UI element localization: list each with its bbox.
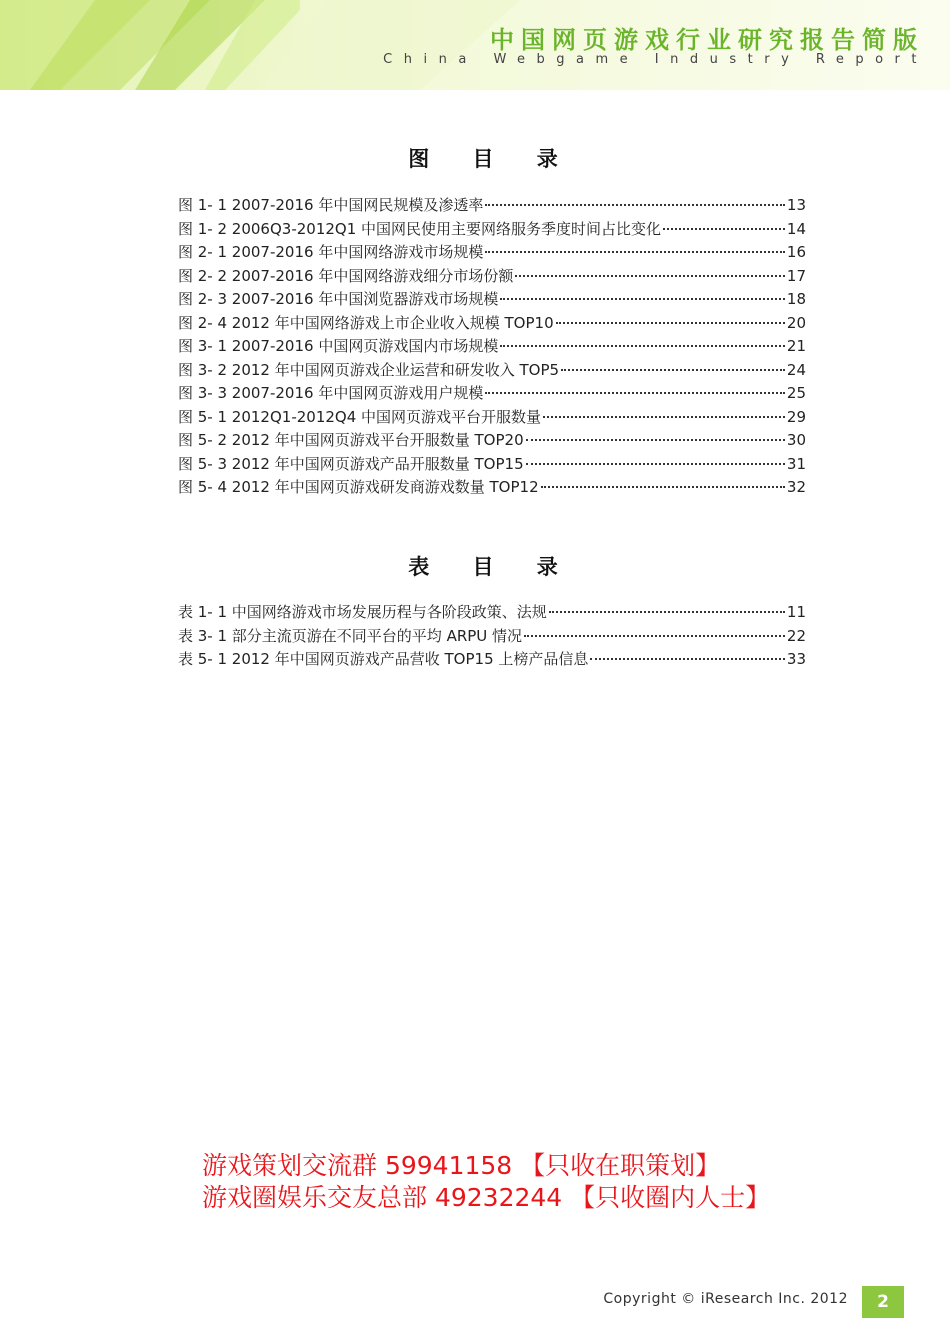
toc-leader-dots [556, 322, 785, 324]
toc-entry[interactable] [178, 194, 806, 218]
toc-entry-page: 32 [786, 478, 806, 496]
toc-entry-label: 图 5- 2 2012 年中国网页游戏平台开服数量 TOP20 [178, 431, 524, 449]
toc-entry-label: 图 2- 3 2007-2016 年中国浏览器游戏市场规模 [178, 290, 499, 308]
toc-entry[interactable] [178, 241, 806, 265]
toc-entry[interactable] [178, 382, 806, 406]
page-header [0, 0, 950, 90]
toc-entry-label: 图 3- 1 2007-2016 中国网页游戏国内市场规模 [178, 337, 499, 355]
toc-leader-dots [500, 298, 785, 300]
toc-entry-label: 图 5- 4 2012 年中国网页游戏研发商游戏数量 TOP12 [178, 478, 539, 496]
toc-entry-page: 14 [786, 219, 806, 238]
toc-entry[interactable] [178, 359, 806, 383]
toc-entry-page: 24 [786, 360, 806, 379]
toc-leader-dots [590, 658, 785, 660]
toc-entry-label: 图 2- 4 2012 年中国网络游戏上市企业收入规模 TOP10 [178, 313, 554, 332]
toc-entry-page: 22 [786, 626, 806, 645]
promo-line-1: 游戏策划交流群 59941158 【只收在职策划】 [202, 1151, 721, 1180]
toc-entry[interactable] [178, 476, 806, 500]
toc-entry[interactable] [178, 265, 806, 289]
toc-entry[interactable] [178, 429, 806, 453]
toc-leader-dots [524, 635, 785, 637]
toc-entry-label: 图 5- 1 2012Q1-2012Q4 中国网页游戏平台开服数量 [178, 407, 542, 426]
toc-entry-label: 图 2- 2 2007-2016 年中国网络游戏细分市场份额 [178, 266, 514, 285]
toc-entry-page: 33 [786, 650, 806, 668]
toc-entry-label: 图 3- 2 2012 年中国网页游戏企业运营和研发收入 TOP5 [178, 360, 560, 379]
toc-entry[interactable] [178, 453, 806, 477]
toc-entry[interactable] [178, 288, 806, 312]
toc-leader-dots [485, 392, 785, 394]
toc-entry-page: 30 [786, 431, 806, 449]
toc-entry-label: 图 3- 3 2007-2016 年中国网页游戏用户规模 [178, 384, 484, 402]
toc-leader-dots [485, 204, 785, 206]
toc-entry-page: 29 [786, 407, 806, 426]
toc-entry-page: 18 [786, 290, 806, 308]
toc-leader-dots [526, 439, 785, 441]
figure-index-heading: 图 目 录 [408, 147, 576, 171]
report-subtitle: China Webgame Industry Report [383, 52, 928, 67]
table-index-list [178, 601, 806, 672]
toc-entry-page: 13 [786, 196, 806, 214]
copyright-notice: Copyright © iResearch Inc. 2012 [603, 1291, 848, 1307]
toc-entry[interactable] [178, 312, 806, 336]
toc-leader-dots [485, 251, 785, 253]
table-index-heading: 表 目 录 [408, 555, 576, 579]
toc-entry-page: 16 [786, 243, 806, 261]
toc-leader-dots [515, 275, 785, 277]
toc-entry[interactable] [178, 335, 806, 359]
page-number-badge: 2 [862, 1286, 904, 1318]
toc-entry-label: 表 3- 1 部分主流页游在不同平台的平均 ARPU 情况 [178, 626, 523, 645]
toc-entry-label: 表 1- 1 中国网络游戏市场发展历程与各阶段政策、法规 [178, 603, 547, 621]
toc-entry-label: 图 5- 3 2012 年中国网页游戏产品开服数量 TOP15 [178, 454, 524, 473]
toc-leader-dots [549, 611, 785, 613]
toc-entry-label: 图 2- 1 2007-2016 年中国网络游戏市场规模 [178, 243, 484, 261]
toc-entry-label: 图 1- 1 2007-2016 年中国网民规模及渗透率 [178, 196, 484, 214]
toc-entry[interactable] [178, 406, 806, 430]
toc-entry-page: 20 [786, 313, 806, 332]
toc-entry-page: 11 [786, 603, 806, 621]
toc-entry-page: 21 [786, 337, 806, 355]
toc-entry-page: 25 [786, 384, 806, 402]
toc-leader-dots [500, 345, 785, 347]
toc-entry[interactable] [178, 648, 806, 672]
report-title: 中国网页游戏行业研究报告简版 [490, 26, 924, 54]
toc-leader-dots [561, 369, 785, 371]
figure-index-list [178, 194, 806, 500]
toc-leader-dots [663, 228, 785, 230]
promo-text [202, 1150, 770, 1214]
toc-entry-label: 表 5- 1 2012 年中国网页游戏产品营收 TOP15 上榜产品信息 [178, 650, 589, 668]
toc-leader-dots [541, 486, 785, 488]
toc-entry-label: 图 1- 2 2006Q3-2012Q1 中国网民使用主要网络服务季度时间占比变化 [178, 219, 662, 238]
toc-entry-page: 31 [786, 454, 806, 473]
toc-entry[interactable] [178, 218, 806, 242]
toc-leader-dots [543, 416, 785, 418]
promo-line-2: 游戏圈娱乐交友总部 49232244 【只收圈内人士】 [202, 1183, 771, 1212]
toc-leader-dots [526, 463, 785, 465]
toc-entry-page: 17 [786, 266, 806, 285]
toc-entry[interactable] [178, 625, 806, 649]
toc-entry[interactable] [178, 601, 806, 625]
